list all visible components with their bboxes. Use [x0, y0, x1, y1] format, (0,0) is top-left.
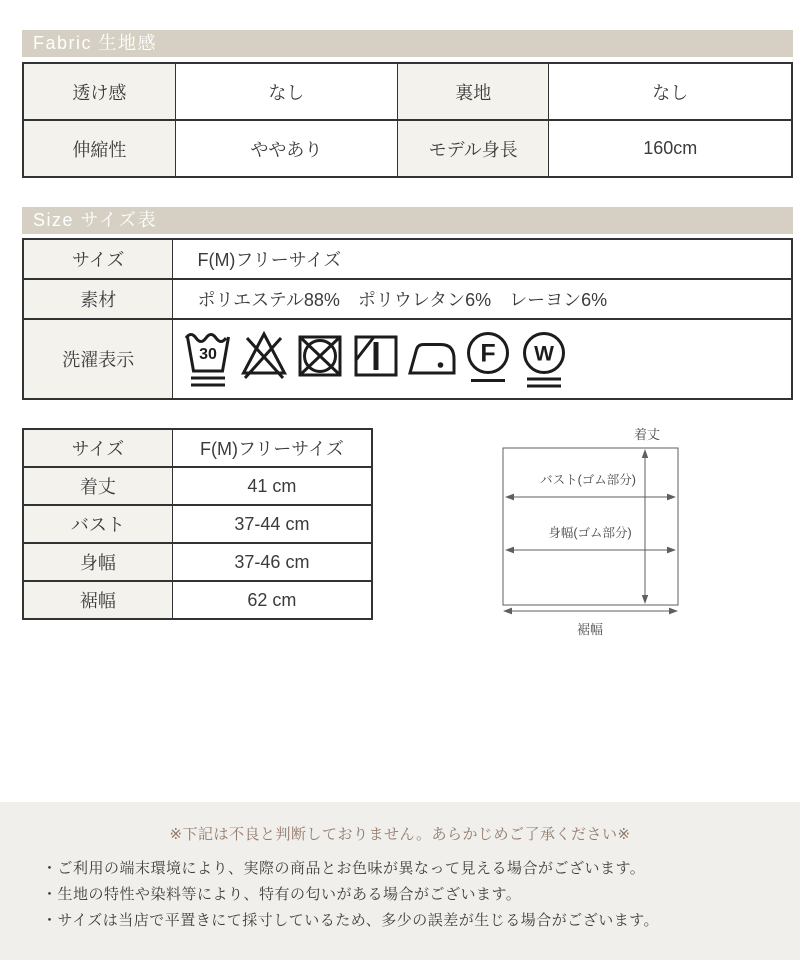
spec-label: 素材 — [23, 279, 173, 319]
fabric-section-title: Fabric 生地感 — [22, 30, 793, 57]
drip-dry-in-shade-icon — [351, 328, 401, 390]
notes-section — [0, 802, 800, 960]
do-not-bleach-icon — [239, 328, 289, 390]
notes-heading: ※下記は不良と判断しておりません。あらかじめご了承ください※ — [169, 826, 631, 843]
spec-value: ややあり — [175, 120, 397, 177]
table-row — [23, 505, 372, 543]
measure-label: 裾幅 — [23, 581, 172, 619]
spec-label: 伸縮性 — [23, 120, 175, 177]
wash-30c-very-gentle-icon — [183, 328, 233, 390]
spec-value: なし — [175, 63, 397, 120]
diagram-label-length: 着丈 — [633, 427, 661, 442]
table-row — [23, 279, 792, 319]
measure-value: F(M)フリーサイズ — [172, 429, 372, 467]
table-row — [23, 429, 372, 467]
wet-clean-very-gentle-icon — [519, 328, 569, 390]
svg-text:F: F — [480, 339, 497, 368]
table-row — [23, 543, 372, 581]
svg-text:30: 30 — [199, 346, 218, 363]
iron-low-heat-icon — [407, 328, 457, 390]
table-row — [23, 319, 792, 399]
spec-label: 透け感 — [23, 63, 175, 120]
measure-value: 41 cm — [172, 467, 372, 505]
table-row — [23, 581, 372, 619]
note-item: ・ご利用の端末環境により、実際の商品とお色味が異なって見える場合がございます。 — [42, 860, 646, 877]
dry-clean-petroleum-gentle-icon — [463, 328, 513, 390]
spec-label: サイズ — [23, 239, 173, 279]
spec-value: なし — [549, 63, 792, 120]
measure-label: サイズ — [23, 429, 172, 467]
size-measure-table — [22, 428, 373, 620]
notes-list — [42, 856, 800, 934]
spec-value: ポリエステル88% ポリウレタン6% レーヨン6% — [173, 279, 792, 319]
measure-value: 62 cm — [172, 581, 372, 619]
do-not-tumble-dry-icon — [295, 328, 345, 390]
size-info-table — [22, 238, 793, 400]
care-symbols — [183, 328, 787, 390]
spec-value: 160cm — [549, 120, 792, 177]
measure-label: 着丈 — [23, 467, 172, 505]
diagram-label-hem: 裾幅 — [576, 622, 604, 637]
size-section-title: Size サイズ表 — [22, 207, 793, 234]
measure-label: バスト — [23, 505, 172, 543]
measure-value: 37-46 cm — [172, 543, 372, 581]
spec-label: モデル身長 — [397, 120, 548, 177]
svg-text:W: W — [534, 342, 555, 366]
note-item: ・サイズは当店で平置きにて採寸しているため、多少の誤差が生じる場合がございます。 — [42, 912, 660, 929]
table-row — [23, 120, 792, 177]
measure-label: 身幅 — [23, 543, 172, 581]
spec-label: 裏地 — [397, 63, 548, 120]
note-item: ・生地の特性や染料等により、特有の匂いがある場合がございます。 — [42, 886, 522, 903]
table-row — [23, 63, 792, 120]
measurement-diagram — [470, 418, 710, 650]
fabric-table — [22, 62, 793, 178]
measure-value: 37-44 cm — [172, 505, 372, 543]
diagram-label-bust: バスト(ゴム部分) — [540, 473, 636, 487]
table-row — [23, 467, 372, 505]
care-label: 洗濯表示 — [23, 319, 173, 399]
table-row — [23, 239, 792, 279]
diagram-label-width: 身幅(ゴム部分) — [548, 526, 632, 540]
spec-value: F(M)フリーサイズ — [173, 239, 792, 279]
